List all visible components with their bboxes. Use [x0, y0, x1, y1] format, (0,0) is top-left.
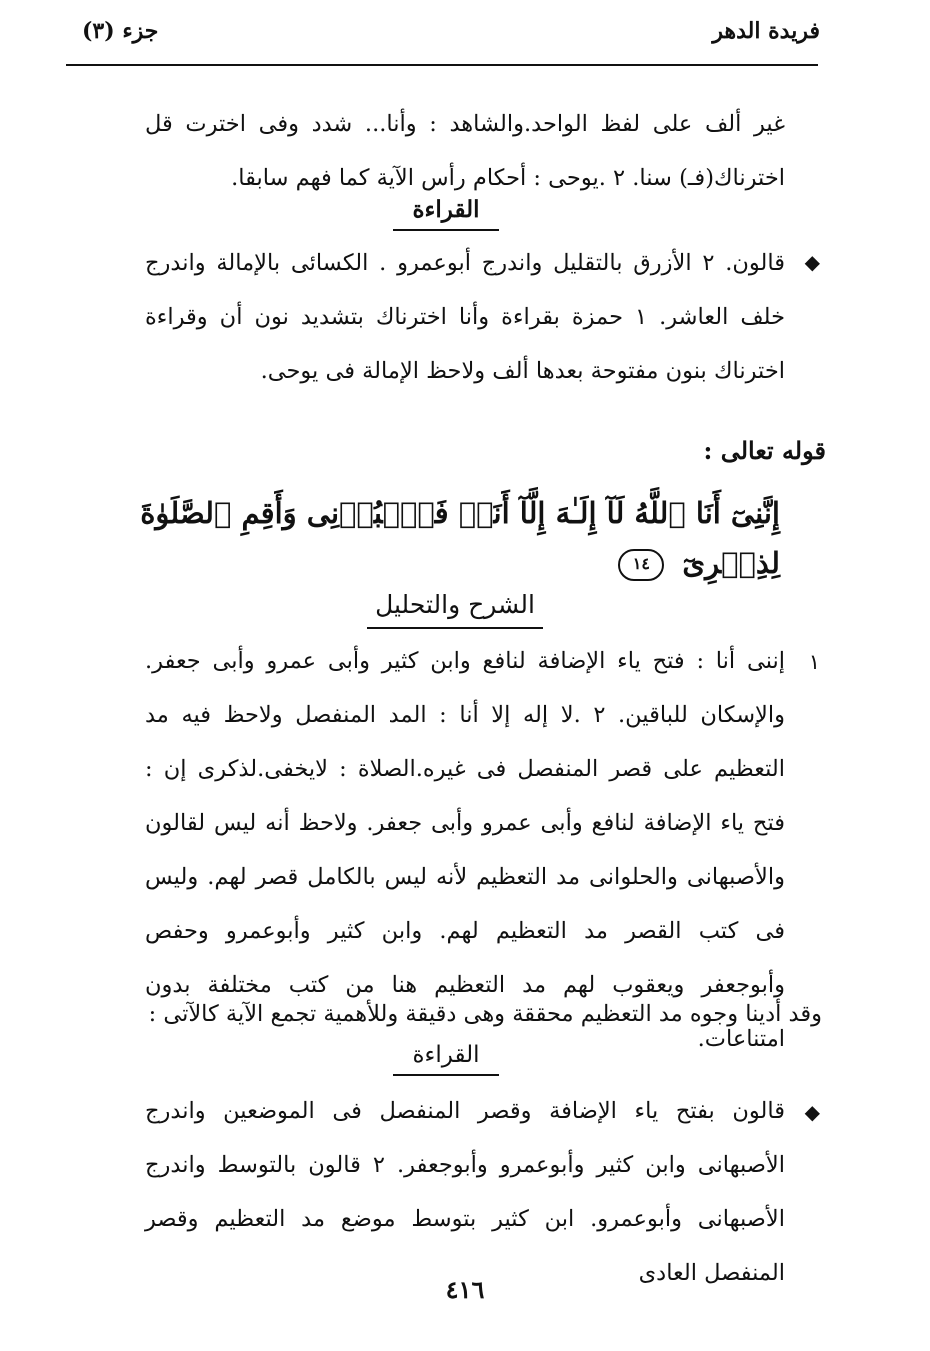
section-heading-qiraa — [346, 196, 546, 223]
paragraph-qiraa-1: قالون. ٢ الأزرق بالتقليل واندرج أبوعمرو . الكسائى بالإمالة واندرج خلف العاشر. ١ حمزة بقراءة وأنا اخترناك بتشديد نون أن وقراءة اخترناك بنون مفتوحة بعدها ألف ولاحظ الإمالة فى يوحى. — [145, 250, 785, 384]
running-header-volume: جزء (٣) — [82, 18, 159, 44]
running-header-title: فريدة الدهر — [712, 18, 820, 44]
paragraph-qiraa-2: قالون بفتح ياء الإضافة وقصر المنفصل فى الموضعين واندرج الأصبهانى وابن كثير وأبوعمرو وأبوجعفر. ٢ قالون بالتوسط واندرج الأصبهانى وأبوعمرو. ابن كثير بتوسط موضع مد التعظيم وقصر المنفصل العادى — [145, 1098, 786, 1286]
section-heading-sharh-text: الشرح والتحليل — [367, 590, 543, 629]
paragraph-intro: وقد أدينا وجوه مد التعظيم محققة وهى دقيقة وللأهمية تجمع الآية كالآتى : — [148, 1001, 822, 1027]
quran-verse — [120, 488, 780, 588]
quran-verse-text: إِنَّنِىٓ أَنَا ٱللَّهُ لَآ إِلَـٰهَ إِلَّآ أَنَا۠ فَٱعۡبُدۡنِى وَأَقِمِ ٱلصَّلَوٰةَ لِذِكۡرِىٓ — [140, 496, 780, 580]
qawluhu-heading: قوله تعالى : — [703, 436, 826, 465]
diamond-bullet-icon-2: ◆ — [804, 1100, 820, 1124]
section-heading-qiraa-text: القراءة — [393, 196, 500, 231]
footnote-number: ١ — [808, 650, 820, 674]
diamond-bullet-icon: ◆ — [804, 250, 820, 274]
section-heading-qiraa-2-text: القراءة — [393, 1042, 500, 1076]
paragraph-continuation: غير ألف على لفظ الواحد.والشاهد : وأنا... شدد وفى اخترت قل اخترناك(فـ) سنا. ٢ .يوحى : أحكام رأس الآية كما فهم سابقا. — [145, 111, 785, 191]
section-heading-qiraa-2 — [346, 1042, 546, 1068]
paragraph-sharh: إننى أنا : فتح ياء الإضافة لنافع وابن كثير وأبى عمرو وأبى جعفر. والإسكان للباقين. ٢ .لا إله إلا أنا : المد المنفصل ولاحظ فيه مد التعظيم على قصر المنفصل فى غيره.الصلاة : لايخفى.لذكرى إن : فتح ياء الإضافة لنافع وأبى عمرو وأبى جعفر. ولاحظ أنه ليس لقالون والأصبهانى والحلوانى مد التعظيم لأنه ليس بالكامل قصر لهم. وليس فى كتب القصر مد التعظيم لهم. وابن كثير وأبوعمرو وحفص وأبوجعفر ويعقوب لهم مد التعظيم هنا من كتب مختلفة بدون امتناعات. — [145, 648, 786, 1052]
header-rule — [66, 64, 818, 66]
section-heading-sharh — [360, 590, 550, 619]
ayah-number-marker: ١٤ — [618, 549, 664, 581]
page-number: ٤١٦ — [445, 1275, 485, 1304]
